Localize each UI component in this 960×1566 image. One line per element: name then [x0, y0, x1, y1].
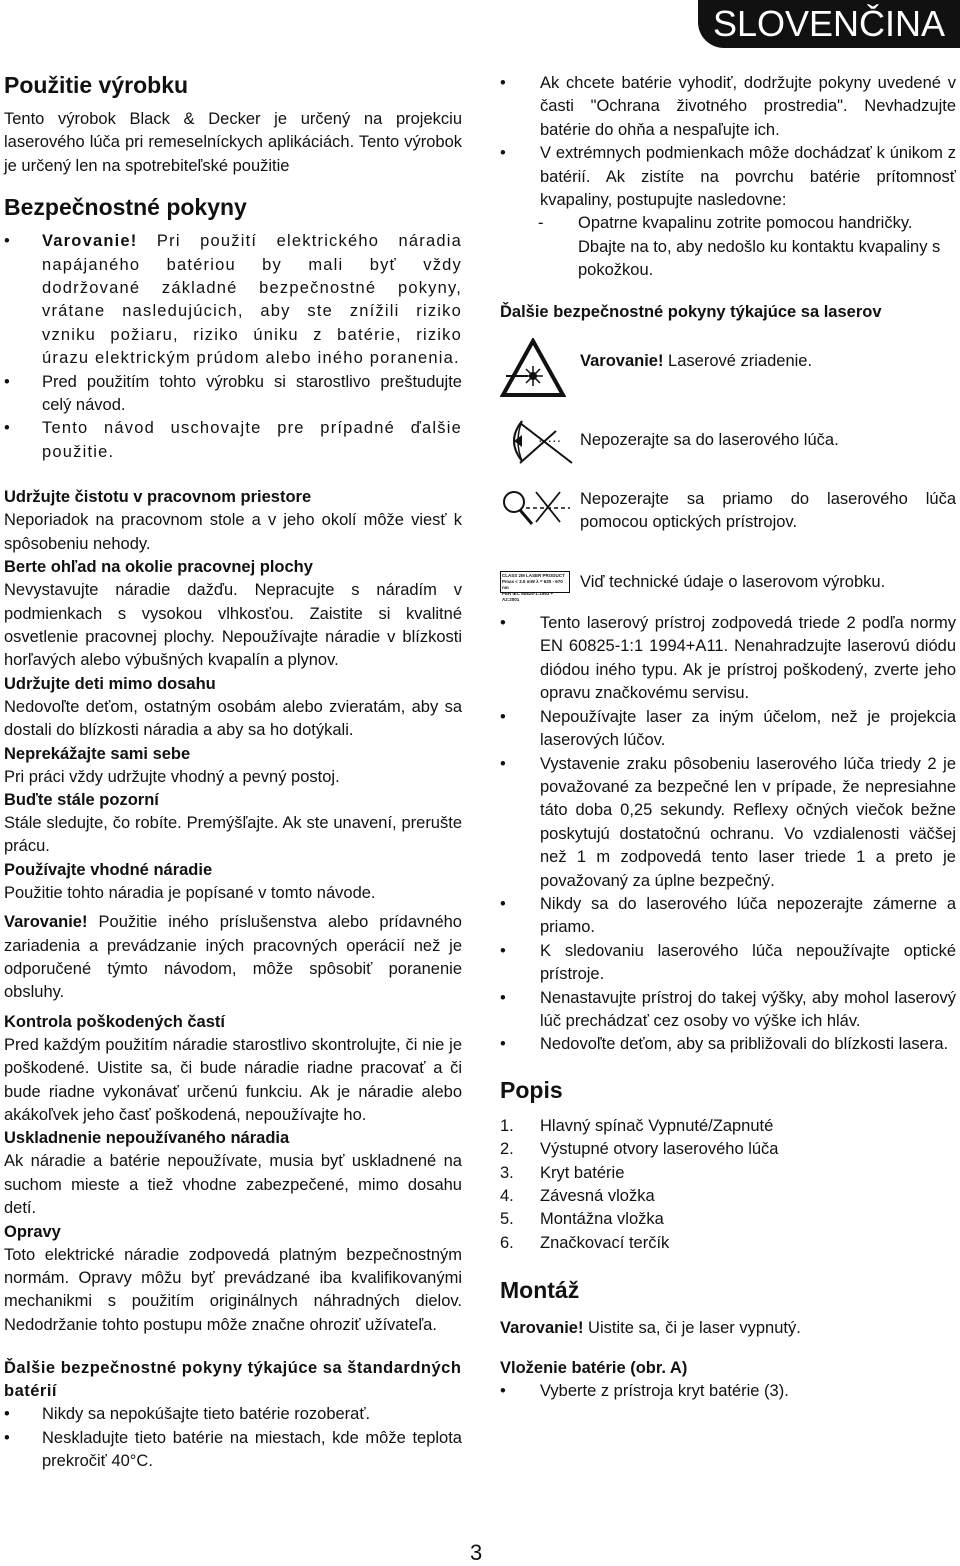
- list-item: • Tento laserový prístroj zodpovedá triede 2 podľa normy EN 60825-1:1 1994+A11. Nenahradzujte laserovú diódu diódou iného typu. Ak je prístroj poškodený, zverte jeho opravu značkovému servisu.: [500, 612, 956, 706]
- section-text: Stále sledujte, čo robíte. Premýšľajte. Ak ste unavení, prerušte prácu.: [4, 813, 462, 856]
- list-item: • Ak chcete batérie vyhodiť, dodržujte pokyny uvedené v časti "Ochrana životného prostredia". Nevhadzujte batérie do ohňa a nespaľujte ich.: [500, 72, 956, 142]
- section-heading: Opravy: [4, 1222, 61, 1241]
- warning-text: Použitie iného príslušenstva alebo prídavného zariadenia a prevádzanie iných pracovných operácií než je odporučené týmto návodom, môže spôsobiť poranenie obsluhy.: [4, 913, 462, 1002]
- list-item: • K sledovaniu laserového lúča nepoužívajte optické prístroje.: [500, 940, 956, 987]
- magnifier-cross-icon: [500, 488, 580, 537]
- list-item: • Nedovoľte deťom, aby sa približovali do blízkosti lasera.: [500, 1033, 956, 1056]
- warning-text: Uistite sa, či je laser vypnutý.: [583, 1319, 801, 1338]
- list-item: [500, 1115, 956, 1138]
- list-item: • V extrémnych podmienkach môže dochádzať k únikom z batérií. Ak zistíte na povrchu batérie prítomnosť kvapaliny, postupujte nasledovne:: [500, 142, 956, 212]
- icon-row-label: [500, 571, 956, 602]
- item-text: Výstupné otvory laserového lúča: [540, 1140, 779, 1159]
- item-text: Závesná vložka: [540, 1187, 655, 1205]
- list-item: [500, 1138, 956, 1161]
- section-text: Neporiadok na pracovnom stole a v jeho okolí môže viesť k spôsobeniu nehody.: [4, 511, 462, 553]
- battery-insert-title: Vloženie batérie (obr. A): [500, 1358, 688, 1377]
- icon-row-no-optics: [500, 488, 956, 537]
- left-column: [4, 66, 462, 1473]
- battery-safety-list: [4, 1403, 462, 1473]
- item-text: Kryt batérie: [540, 1163, 625, 1182]
- section-heading: Používajte vhodné náradie: [4, 860, 213, 879]
- warning-label: Varovanie!: [580, 351, 664, 370]
- laser-safety-title: Ďalšie bezpečnostné pokyny týkajúce sa laserov: [500, 302, 882, 321]
- dash-mark: -: [538, 214, 544, 233]
- item-number: 4.: [500, 1187, 514, 1205]
- language-tab: SLOVENČINA: [698, 0, 960, 48]
- dash-text: Opatrne kvapalinu zotrite pomocou handričky. Dbajte na to, aby nedošlo ku kontaktu kvapaliny s pokožkou.: [578, 214, 941, 280]
- laser-class-label-icon: [500, 571, 580, 602]
- battery-safety-title: Ďalšie bezpečnostné pokyny týkajúce sa štandardných batérií: [4, 1359, 462, 1401]
- battery-disposal-list: [500, 72, 956, 212]
- item-number: 6.: [500, 1233, 514, 1252]
- warning-text: Laserové zriadenie.: [663, 351, 813, 370]
- item-text: Montážna vložka: [540, 1210, 664, 1229]
- list-item: • Pred použitím tohto výrobku si starostlivo preštudujte celý návod.: [4, 371, 462, 418]
- section-heading: Kontrola poškodených častí: [4, 1012, 225, 1031]
- section-text: Nevystavujte náradie dažďu. Nepracujte s náradím v podmienkach s vysokou vlhkosťou. Zaistite si kvalitné osvetlenie pracovnej plochy. Nepoužívajte náradie v blízkosti horľavých alebo výbušných kvapalín a plynov.: [4, 581, 462, 670]
- no-stare-eye-icon: [500, 413, 580, 474]
- section-text: Pred každým použitím náradie starostlivo skontrolujte, či nie je poškodené. Uistite sa, či bude náradie riadne pracovať a či bude riadne vykonávať určenú funkciu. Ak je náradie alebo akákoľvek jeho časť poškodená, nepoužívajte ho.: [4, 1035, 462, 1124]
- warning-text: Pri použití elektrického náradia napájaného batériou by mali byť vždy dodržované základné bezpečnostné pokyny, vrátane nasledujúcich, aby ste znížili riziko vzniku požiaru, riziko úniku z batérie, riziko úrazu elektrickým prúdom alebo iného poranenia.: [42, 232, 462, 368]
- icon-row-text: Nepozerajte sa priamo do laserového lúča pomocou optických prístrojov.: [580, 489, 956, 532]
- item-text: Hlavný spínač Vypnuté/Zapnuté: [540, 1116, 774, 1135]
- list-item: [500, 1232, 956, 1255]
- label-line: CLASS 2M LASER PRODUCT: [502, 572, 565, 578]
- item-number: 5.: [500, 1210, 514, 1229]
- label-line: Pmax < 3.5 mW λ = 630 - 670 nm: [502, 578, 563, 590]
- laser-safety-list: [500, 612, 956, 1057]
- section-text: Použitie tohto náradia je popísané v tomto návode.: [4, 883, 376, 902]
- list-item: • Tento návod uschovajte pre prípadné ďalšie použitie.: [4, 417, 462, 464]
- icon-row-warning: [500, 338, 956, 403]
- list-item: • Nikdy sa do laserového lúča nepozerajte zámerne a priamo.: [500, 893, 956, 940]
- usage-text: Tento výrobok Black & Decker je určený na projekciu laserového lúča pri remeselníckych aplikáciách. Tento výrobok je určený len na spotrebiteľské použitie: [4, 110, 462, 175]
- section-heading: Neprekážajte sami sebe: [4, 744, 191, 763]
- list-item: • Nikdy sa nepokúšajte tieto batérie rozoberať.: [4, 1403, 462, 1426]
- icon-row-no-stare: [500, 413, 956, 474]
- icon-row-text: Nepozerajte sa do laserového lúča.: [580, 430, 839, 449]
- section-text: Nedovoľte deťom, ostatným osobám alebo zvieratám, aby sa dostali do blízkosti náradia a aby sa ho dotýkali.: [4, 697, 462, 740]
- icon-row-text: Viď technické údaje o laserovom výrobku.: [580, 572, 886, 591]
- section-heading: Buďte stále pozorní: [4, 790, 159, 809]
- battery-insert-list: [500, 1380, 956, 1403]
- popis-title: Popis: [500, 1076, 563, 1103]
- section-text: Ak náradie a batérie nepoužívate, musia byť uskladnené na suchom mieste a tiež vhodne zabezpečené, mimo dosahu detí.: [4, 1152, 462, 1218]
- item-number: 2.: [500, 1140, 514, 1159]
- item-text: Značkovací terčík: [540, 1233, 670, 1252]
- section-heading: Udržujte čistotu v pracovnom priestore: [4, 488, 312, 507]
- usage-title: Použitie výrobku: [4, 72, 189, 98]
- sections-block: [4, 486, 462, 1337]
- safety-title: Bezpečnostné pokyny: [4, 194, 247, 221]
- list-item: • Neskladujte tieto batérie na miestach, kde môže teplota prekročiť 40°C.: [4, 1427, 462, 1474]
- dash-item: [500, 212, 956, 282]
- item-number: 1.: [500, 1116, 514, 1135]
- section-heading: Uskladnenie nepoužívaného náradia: [4, 1129, 290, 1148]
- right-column: [500, 72, 956, 1403]
- list-item: [500, 1208, 956, 1231]
- item-number: 3.: [500, 1163, 514, 1182]
- page-number: 3: [470, 1540, 483, 1565]
- section-text: Pri práci vždy udržujte vhodný a pevný postoj.: [4, 767, 340, 786]
- section-text: Toto elektrické náradie zodpovedá platným bezpečnostným normám. Opravy môžu byť prevádzané iba kvalifikovanými mechanikmi s použitím originálnych náhradných dielov. Nedodržanie tohto postupu môže značne ohroziť užívateľa.: [4, 1245, 462, 1334]
- list-item: • Vystavenie zraku pôsobeniu laserového lúča triedy 2 je považované za bezpečné len v prípade, že nepresiahne táto doba 0,25 sekundy. Reflexy očných viečok bežne poskytujú dostatočnú ochranu. Vo vzdialenosti väčšej než 1 m zodpovedá tento laser triede 1 a preto je považovaný za úplne bezpečný.: [500, 753, 956, 893]
- accessory-warning: [4, 911, 462, 1005]
- warning-label: Varovanie!: [500, 1319, 584, 1338]
- warning-label: Varovanie!: [42, 232, 138, 251]
- list-item: [500, 1185, 956, 1208]
- section-heading: Udržujte deti mimo dosahu: [4, 674, 216, 693]
- montaz-warning: [500, 1317, 956, 1340]
- laser-warning-icon: [500, 338, 580, 403]
- list-item: • Nepoužívajte laser za iným účelom, než je projekcia laserových lúčov.: [500, 706, 956, 753]
- safety-list: [4, 230, 462, 464]
- section-heading: Berte ohľad na okolie pracovnej plochy: [4, 558, 313, 577]
- montaz-title: Montáž: [500, 1277, 580, 1304]
- list-item: • Vyberte z prístroja kryt batérie (3).: [500, 1380, 956, 1403]
- label-line: PER IEC 60825-1:1993 + A2:2001: [502, 590, 554, 602]
- list-item: [4, 230, 462, 370]
- list-item: • Nenastavujte prístroj do takej výšky, aby mohol laserový lúč prechádzať cez osoby vo výške ich hláv.: [500, 987, 956, 1034]
- popis-list: [500, 1115, 956, 1255]
- svg-text:·····: ·····: [538, 431, 562, 448]
- icon-row-text: [580, 338, 812, 373]
- list-item: [500, 1162, 956, 1185]
- warning-label: Varovanie!: [4, 913, 88, 932]
